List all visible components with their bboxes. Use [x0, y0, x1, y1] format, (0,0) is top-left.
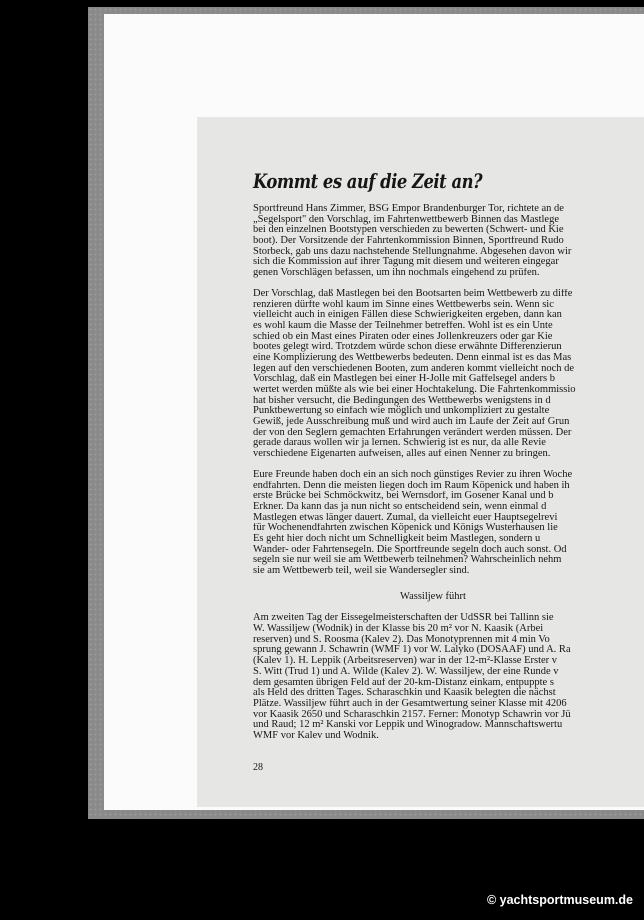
copyright-watermark: © yachtsportmuseum.de — [486, 893, 633, 907]
text-line: sich die Kommission auf ihrer Tagung mit diesem und weiteren eingegar — [253, 257, 559, 268]
magazine-page — [197, 117, 644, 807]
page-content — [253, 117, 644, 752]
text-line: gerade daraus wollen wir ja lernen. Schwierig ist es nur, da alle Revie — [253, 438, 546, 449]
text-line: und Raud; 12 m² Kanski vor Leppik und Winogradow. Mannschaftswertu — [253, 720, 563, 731]
text-line: Punktbewertung so einfach wie möglich und unkompliziert zu gestalte — [253, 406, 550, 417]
text-line: sie am Wettbewerb teil, weil sie Wandersegler sind. — [253, 566, 470, 576]
page-number: 28 — [253, 762, 263, 773]
text-line: hat bisher versucht, die Bedingungen des Wettbewerbs wenigstens in d — [253, 395, 551, 406]
text-line: eine Komplizierung des Wettbewerbs bedeuten. Denn einmal ist es das Mas — [253, 352, 572, 363]
text-line: S. Witt (Trud 1) und A. Wilde (Kalev 2). W. Wassiljew, der eine Runde v — [253, 666, 559, 677]
text-line: WMF vor Kalev und Wodnik. — [253, 730, 379, 741]
article-paragraph-2 — [253, 289, 644, 460]
article-title: Kommt es auf die Zeit an? — [253, 169, 483, 193]
news-paragraph — [253, 613, 644, 741]
article-body — [253, 204, 644, 752]
text-line: renzieren dürfte wohl kaum im Sinne eines Wettbewerbs sein. Wenn sic — [253, 299, 554, 310]
text-line: für Wochenendfahrten zwischen Köpenick und Königs Wusterhausen lie — [253, 523, 558, 534]
text-line: Am zweiten Tag der Eissegelmeisterschaften der UdSSR bei Tallinn sie — [253, 613, 554, 624]
text-line: Erkner. Da kann das ja nun nicht so entscheidend sein, wenn einmal d — [253, 501, 547, 512]
text-line: Gewiß, jede Ausschreibung muß und wird auch im Laufe der Zeit auf Grun — [253, 417, 570, 428]
text-line: Storbeck, gab uns dazu nachstehende Stellungnahme. Abgesehen davon wir — [253, 246, 572, 257]
text-line: legen auf den verschiedenen Booten, zum anderen kommt vielleicht noch de — [253, 363, 575, 374]
text-line: wertet werden müßte als wie bei einer Hochtakelung. Die Fahrtenkommissio — [253, 385, 576, 395]
text-line: W. Wassiljew (Wodnik) in der Klasse bis 20 m² vor N. Kaasik (Arbei — [253, 624, 544, 635]
text-line: Es geht hier doch nicht um Schnelligkeit beim Mastlegen, sondern u — [253, 533, 541, 544]
text-line: es wohl kaum die Masse der Teilnehmer betreffen. Wohl ist es ein Unte — [253, 320, 553, 331]
text-line: Mastlegen etwas länger dauert. Zumal, da vielleicht euer Hauptsegelrevi — [253, 512, 558, 523]
text-line: dem gesamten übrigen Feld auf der 20-km-Distanz einkam, entpuppte s — [253, 677, 554, 688]
text-line: bei den einzelnen Bootstypen verschieden zu bewerten (Schwert- und Kie — [253, 225, 564, 236]
text-line: endfahrten. Denn die meisten liegen doch im Raum Köpenick und haben ih — [253, 480, 570, 491]
text-line: segeln sie nur weil sie am Wettbewerb teilnehmen? Wahrscheinlich nehm — [253, 555, 562, 566]
text-line: verschiedene Eigenarten aufweisen, alles auf einen Nenner zu bringen. — [253, 449, 551, 460]
text-line: boot). Der Vorsitzende der Fahrtenkommission Binnen, Sportfreund Rudo — [253, 236, 564, 247]
article-paragraph-1 — [253, 204, 644, 279]
text-line: Plätze. Wassiljew führt auch in der Gesamtwertung seiner Klasse mit 4206 — [253, 698, 567, 709]
text-line: Vorschlag, daß ein Mastlegen bei einer H-Jolle mit Gaffelsegel anders b — [253, 374, 555, 385]
text-line: reserven) und S. Roosma (Kalev 2). Das Monotyprennen mit 4 min Vo — [253, 634, 550, 645]
article-paragraph-3 — [253, 470, 644, 577]
text-line: Sportfreund Hans Zimmer, BSG Empor Brandenburger Tor, richtete an de — [253, 204, 564, 214]
text-line: „Segelsport" den Vorschlag, im Fahrtenwettbewerb Binnen das Mastlege — [253, 214, 559, 225]
text-line: Der Vorschlag, daß Mastlegen bei den Bootsarten beim Wettbewerb zu diffe — [253, 288, 573, 299]
text-line: Wander- oder Fahrtensegeln. Die Sportfreunde segeln doch auch sonst. Od — [253, 544, 567, 555]
text-line: vielleicht auch in einigen Fällen diese Schwierigkeiten ergeben, dann kan — [253, 310, 562, 321]
text-line: (Kalev 1). H. Leppik (Arbeitsreserven) war in der 12-m²-Klasse Erster v — [253, 656, 558, 667]
text-line: sprung gewann J. Schawrin (WMF 1) vor W. Lalyko (DOSAAF) und A. Ra — [253, 645, 571, 656]
text-line: erste Brücke bei Schmöckwitz, bei Wernsdorf, im Gosener Kanal und b — [253, 491, 554, 502]
text-line: schied ob ein Mast eines Piraten oder eines Jollenkreuzers oder gar Kie — [253, 331, 553, 342]
news-heading: Wassiljew führt — [400, 590, 466, 602]
text-line: der von den Seglern gemachten Erfahrungen verändert werden müssen. Der — [253, 427, 572, 438]
text-line: bootes gelegt wird. Trotzdem würde schon diese erwähnte Differenzierun — [253, 342, 562, 353]
text-line: als Held des dritten Tages. Scharaschkin und Kaasik belegten die nächst — [253, 688, 556, 699]
text-line: Eure Freunde haben doch ein an sich noch günstiges Revier zu ihren Woche — [253, 469, 573, 480]
text-line: vor Kaasik 2650 und Scharaschkin 2157. Ferner: Monotyp Schawrin vor Jü — [253, 709, 571, 720]
text-line: genen Vorschlägen befassen, um ihn nochmals eingehend zu prüfen. — [253, 268, 540, 279]
